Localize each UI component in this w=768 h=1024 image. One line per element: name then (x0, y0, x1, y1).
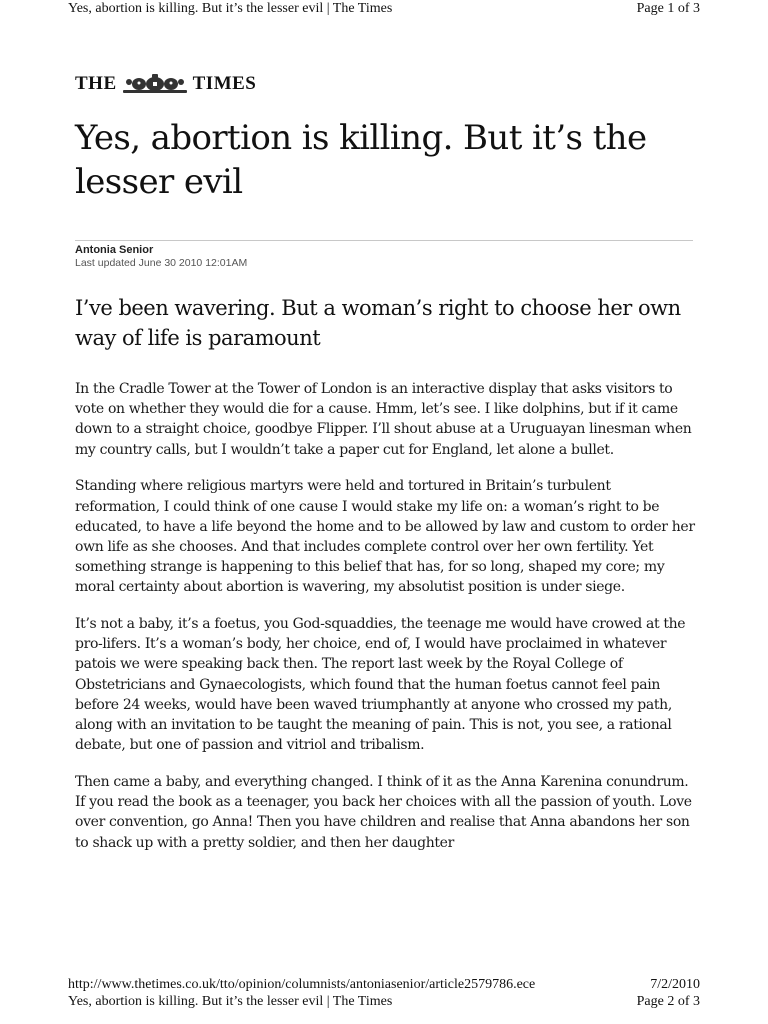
article-standfirst: I’ve been wavering. But a woman’s right to choose her own way of life is paramount (75, 296, 681, 350)
masthead-word-the: THE (75, 73, 117, 94)
author-name[interactable]: Antonia Senior (75, 244, 154, 256)
royal-crest-icon (119, 73, 191, 95)
print-footer-url[interactable]: http://www.thetimes.co.uk/tto/opinion/columnists/antoniasenior/article2579786.ece (68, 977, 536, 992)
article-paragraph: In the Cradle Tower at the Tower of London is an interactive display that asks visitors to vote on whether they would die for a cause. Hmm, let’s see. I like dolphins, but if it came down to a straight choice, goodbye Flipper. I’ll shout abuse at a Uruguayan linesman when my country calls, but I wouldn’t take a paper cut for England, let alone a bullet. (75, 381, 692, 458)
last-updated-timestamp: Last updated June 30 2010 12:01AM (75, 257, 248, 269)
article-headline: Yes, abortion is killing. But it’s the lesser evil (75, 118, 647, 202)
print-header (68, 0, 700, 20)
print-footer-page-number: Page 2 of 3 (636, 994, 700, 1009)
article-paragraph: It’s not a baby, it’s a foetus, you God-squaddies, the teenage me would have crowed at the pro-lifers. It’s a woman’s body, her choice, end of, I would have proclaimed in whatever patois we were speaking back then. The report last week by the Royal College of Obstetricians and Gynaecologists, which found that the human foetus cannot feel pain before 24 weeks, would have been waved triumphantly at anyone who crossed my path, along with an invitation to be taught the meaning of pain. This is not, you see, a rational debate, but one of passion and vitriol and tribalism. (75, 616, 686, 754)
article-paragraph: Standing where religious martyrs were held and tortured in Britain’s turbulent reformation, I could think of one cause I would stake my life on: a woman’s right to be educated, to have a life beyond the home and to be allowed by law and custom to order her own life as she chooses. And that includes complete control over her own fertility. Yet something strange is happening to this belief that has, for so long, shaped my core; my moral certainty about abortion is wavering, my absolutist position is under siege. (75, 478, 695, 596)
byline (75, 244, 247, 270)
print-footer-date: 7/2/2010 (650, 977, 700, 992)
print-header-title: Yes, abortion is killing. But it’s the lesser evil | The Times (68, 1, 393, 16)
article-paragraph: Then came a baby, and everything changed. I think of it as the Anna Karenina conundrum. If you read the book as a teenager, you back her choices with all the passion of youth. Love over convention, go Anna! Then you have children and realise that Anna abandons her son to shack up with a pretty soldier, and then her daughter (75, 773, 692, 851)
print-header-page-number: Page 1 of 3 (636, 1, 700, 16)
masthead-word-times: TIMES (192, 73, 257, 94)
byline-divider (75, 240, 693, 241)
print-footer-title: Yes, abortion is killing. But it’s the lesser evil | The Times (68, 994, 393, 1009)
masthead-logo (75, 72, 256, 96)
article-body (75, 379, 695, 869)
print-footer (68, 976, 700, 1016)
